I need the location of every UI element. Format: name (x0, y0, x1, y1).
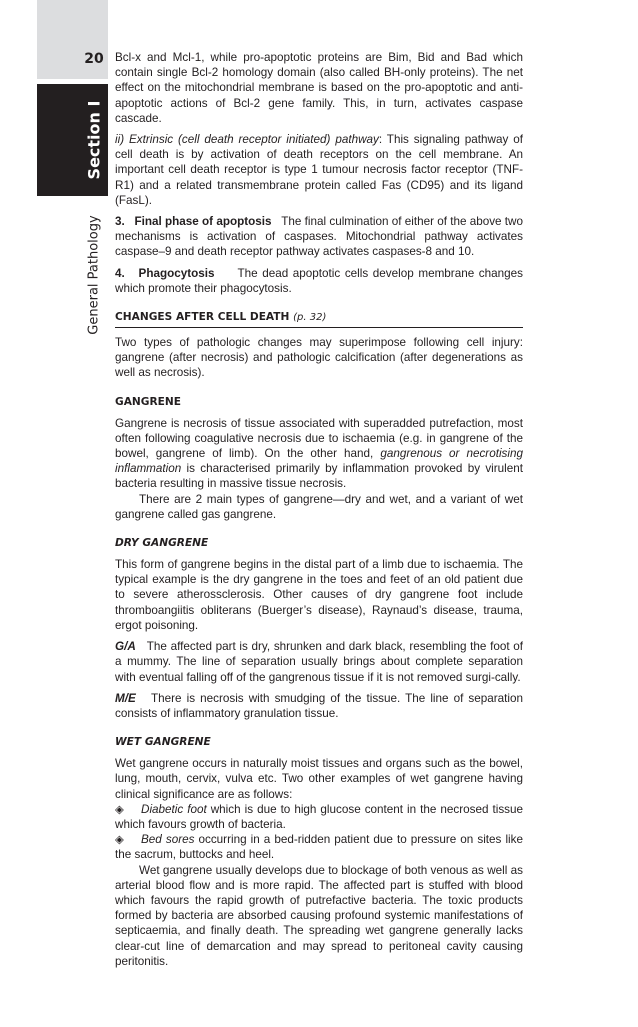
paragraph-bcl2: Bcl-x and Mcl-1, while pro-apoptotic proteins are Bim, Bid and Bad which contain single Bcl-2 homology domain (also called BH-only proteins). The net effect on the mitochondrial membrane is based on the pro-apoptotic and anti-apoptotic actions of Bcl-2 gene family. This, in turn, activates caspase cascade. (115, 51, 523, 125)
diamond-bullet-icon: ◈ (115, 833, 124, 847)
bullet-diabetic-foot (115, 802, 523, 832)
ga-text: The affected part is dry, shrunken and dark black, resembling the foot of a mummy. The line of separation usually brings about complete separation with eventual falling off of the gangrenous tissue if it is not removed surgi-cally. (115, 640, 523, 684)
gangrene-text-a: Gangrene is necrosis of tissue associated with superadded putrefaction, most often following coagulative necrosis due to ischaemia (e.g. in gangrene of the bowel, gangrene of limb). On the other hand, (115, 416, 523, 461)
paragraph-phagocytosis (115, 266, 523, 296)
ga-label: G/A (115, 640, 136, 654)
heading-wet-gangrene: WET GANGRENE (115, 736, 211, 749)
paragraph-extrinsic-pathway (115, 132, 523, 208)
me-text: There is necrosis with smudging of the tissue. The line of separation consists of inflammatory granulation tissue. (115, 691, 523, 720)
phagocytosis-label: 4. Phagocytosis (115, 266, 215, 280)
gangrene-text-b: is characterised primarily by inflammation provoked by virulent bacteria resulting in massive tissue necrosis. (115, 462, 523, 491)
paragraph-gross-appearance (115, 639, 523, 685)
subject-label: General Pathology (86, 215, 102, 335)
paragraph-wet-gangrene-course: Wet gangrene usually develops due to blockage of both venous as well as arterial blood flow and is more rapid. The affected part is stuffed with blood which favours the rapid growth of putrefactive bacteria. The toxic products formed by bacteria are absorbed causing profound systemic manifestations of septicaemia, and finally death. The spreading wet gangrene generally lacks clear-cut line of demarcation and may spread to peritoneal cavity causing peritonitis. (115, 863, 523, 968)
paragraph-microscopy (115, 691, 523, 721)
section-label: Section I (84, 100, 104, 180)
final-phase-text: The final culmination of either of the above two mechanisms is activation of caspases. Mitochondrial pathway activates caspase–9 and death receptor pathway activates caspases-8 and 10. (115, 215, 523, 259)
paragraph-gangrene-types: There are 2 main types of gangrene—dry and wet, and a variant of wet gangrene called gas gangrene. (115, 492, 523, 521)
paragraph-dry-gangrene: This form of gangrene begins in the distal part of a limb due to ischaemia. The typical example is the dry gangrene in the toes and feet of an old patient due to severe atherossclerosis. Other causes of dry gangrene foot include thromboangiitis obliterans (Buerger’s disease), Raynaud’s disease, trauma, ergot poisoning. (115, 558, 523, 632)
bed-sores-text: occurring in a bed-ridden patient due to pressure on sites like the sacrum, buttocks and heel. (115, 833, 523, 862)
bed-sores-term: Bed sores (141, 833, 195, 847)
page-reference: (p. 32) (293, 312, 327, 324)
extrinsic-pathway-text: : This signaling pathway of cell death is by activation of death receptors on the cell membrane. An important cell death receptor is type 1 tumour necrosis factor receptor (TNF-R1) and a related transmembrane protein called Fas (CD95) and its ligand (FasL). (115, 133, 523, 207)
me-label: M/E (115, 691, 136, 705)
phagocytosis-text: The dead apoptotic cells develop membrane changes which promote their phagocytosis. (115, 266, 523, 295)
gangrene-emphasis: gangrenous or necrotising inflammation (115, 447, 523, 476)
page-number-tab (37, 0, 108, 79)
page-number: 20 (84, 51, 104, 67)
diabetic-foot-text: which is due to high glucose content in the necrosed tissue which favours growth of bacteria. (115, 802, 524, 831)
final-phase-label: 3. Final phase of apoptosis (115, 215, 272, 229)
heading-changes-text: CHANGES AFTER CELL DEATH (115, 311, 290, 324)
heading-dry-gangrene: DRY GANGRENE (115, 537, 209, 550)
page-body (115, 50, 523, 975)
heading-changes-after-cell-death (115, 310, 523, 328)
heading-gangrene: GANGRENE (115, 395, 181, 408)
extrinsic-pathway-label: ii) Extrinsic (cell death receptor initiated) pathway (115, 133, 379, 147)
diabetic-foot-term: Diabetic foot (141, 802, 207, 816)
diamond-bullet-icon: ◈ (115, 802, 124, 816)
paragraph-wet-gangrene: Wet gangrene occurs in naturally moist tissues and organs such as the bowel, lung, mouth, cervix, vulva etc. Two other examples of wet gangrene having clinical significance are as follows: (115, 757, 523, 801)
paragraph-gangrene (115, 416, 523, 492)
bullet-bed-sores (115, 832, 523, 862)
paragraph-final-phase (115, 214, 523, 260)
paragraph-changes: Two types of pathologic changes may superimpose following cell injury: gangrene (after necrosis) and pathologic calcification (after degenerations as well as necrosis). (115, 336, 523, 380)
